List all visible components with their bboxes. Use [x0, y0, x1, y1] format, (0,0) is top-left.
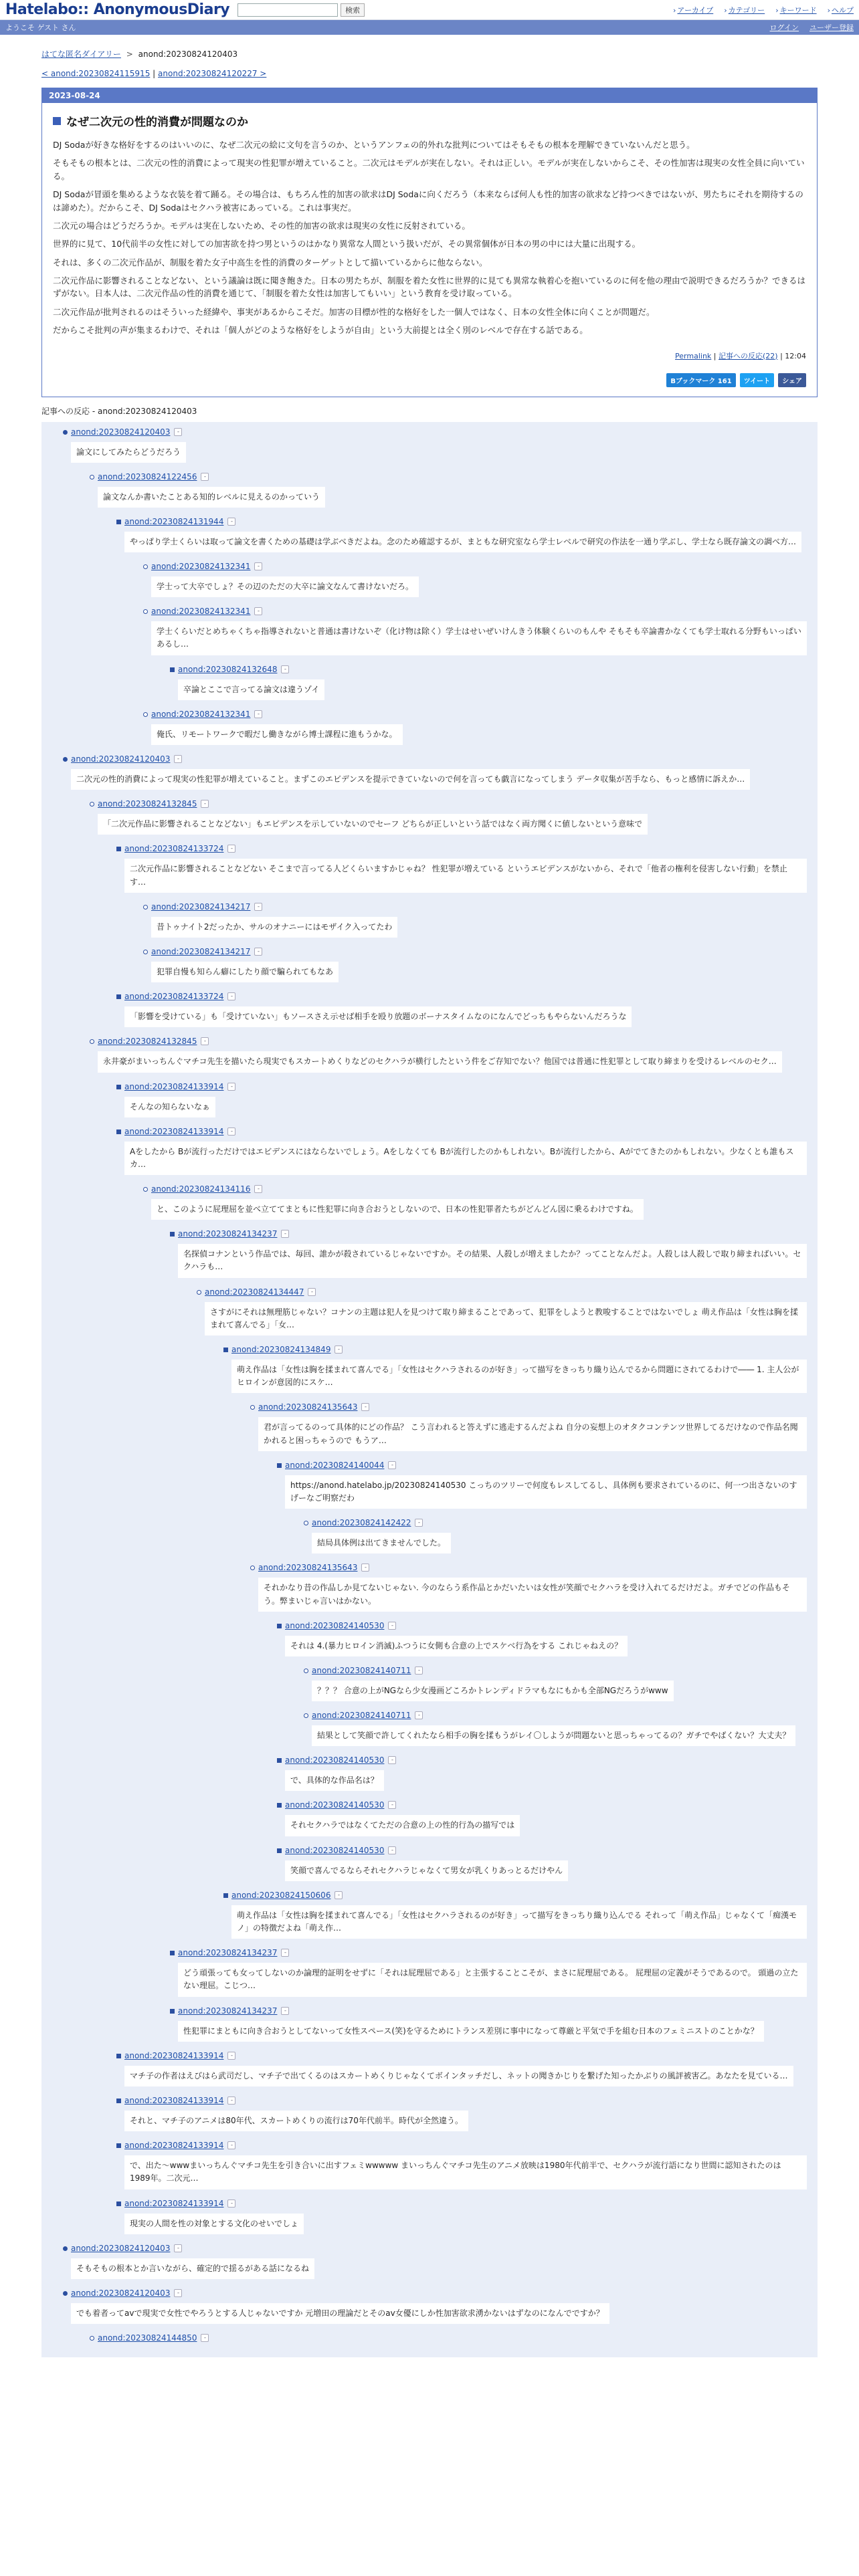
response-text: 性犯罪にまともに向き合おうとしてないって女性スペース(笑)を守るためにトランス差別に事中になって尊厳と平気で手を組む日本のフェミニストのことかな？: [178, 2021, 764, 2042]
response-id-link[interactable]: anond:20230824132341: [151, 562, 251, 572]
response-head: [231, 1891, 807, 1900]
collapse-icon[interactable]: -: [281, 2007, 289, 2015]
bullet-icon: [90, 475, 94, 479]
response-head: [151, 562, 807, 571]
response-id-link[interactable]: anond:20230824134217: [151, 946, 251, 956]
bullet-icon: [250, 1405, 255, 1410]
response-text: 現実の人間を性の対象とする文化のせいでしょ: [124, 2214, 304, 2234]
collapse-icon[interactable]: -: [227, 2199, 235, 2208]
main-content: [0, 48, 859, 2357]
response-item: [178, 1948, 807, 1996]
response-head: [258, 1402, 807, 1412]
collapse-icon[interactable]: -: [388, 1756, 396, 1764]
response-item: [178, 1229, 807, 1277]
response-id-link[interactable]: anond:20230824131944: [124, 516, 224, 526]
entry-body: [42, 103, 817, 397]
entry-paragraph: 二次元作品が批判されるのはそういった経緯や、事実があるからこそだ。加害の目標が性的な格好をした一個人ではなく、日本の女性全体に向くことが問題だ。: [53, 306, 655, 317]
response-item: [124, 2199, 807, 2234]
footer-separator: |: [713, 351, 717, 360]
bullet-icon: [250, 1566, 255, 1570]
response-id-link[interactable]: anond:20230824133724: [124, 992, 224, 1002]
prev-next-divider: |: [153, 69, 156, 78]
bullet-icon: [63, 2291, 68, 2296]
top-links: [673, 5, 854, 15]
response-text: Aをしたから Bが流行っただけではエビデンスにはならないでしょう。Aをしなくても Bが流行したのかもしれない。Bが流行したから、Aがでてきたのかもしれない。少なくとも誰もスカ…: [124, 1142, 807, 1175]
response-id-link[interactable]: anond:20230824132845: [98, 799, 197, 809]
category-link[interactable]: カテゴリー: [728, 5, 765, 15]
response-head: [285, 1461, 807, 1470]
response-item: [71, 2288, 807, 2324]
response-id-link[interactable]: anond:20230824140530: [285, 1845, 385, 1855]
response-head: [312, 1666, 807, 1675]
response-text: で、具体的な作品名は？: [285, 1770, 384, 1791]
response-id-link[interactable]: anond:20230824140711: [312, 1665, 411, 1675]
response-item: [98, 2333, 807, 2343]
response-id-link[interactable]: anond:20230824132845: [98, 1037, 197, 1047]
bullet-icon: [304, 1713, 308, 1718]
entry-title: なぜ二次元の性的消費が問題なのか: [66, 116, 248, 129]
response-text: 名探偵コナンという作品では、毎回、誰かが殺されているじゃないですか。その結果、人殺しが増えましたか？ってことなんだよ。人殺しは人殺しで取り締まればいい。セクハラも…: [178, 1244, 807, 1277]
sub-bar: [0, 20, 859, 35]
response-text: 二次元の性的消費によって現実の性犯罪が増えていること。まずこのエビデンスを提示できていないので何を言っても戯言になってしまう データ収集が苦手なら、もっと感情に訴えか…: [71, 769, 750, 790]
response-item: [312, 1666, 807, 1701]
response-id-link[interactable]: anond:20230824133914: [124, 1081, 224, 1091]
response-head: [98, 1037, 807, 1046]
response-text: それと、マチ子のアニメは80年代、スカートめくりの流行は70年代前半。時代が全然違う。: [124, 2111, 468, 2131]
bullet-icon: [143, 712, 148, 717]
bullet-icon: [90, 2336, 94, 2341]
title-square-icon: [53, 117, 61, 125]
bullet-icon: [116, 2054, 121, 2058]
response-id-link[interactable]: anond:20230824120403: [71, 754, 171, 764]
collapse-icon[interactable]: -: [227, 2052, 235, 2060]
bullet-icon: [277, 1463, 282, 1468]
response-head: [151, 1184, 807, 1194]
response-text: 俺氏、リモートワークで暇だし働きながら博士課程に進もうかな。: [151, 724, 403, 745]
response-id-link[interactable]: anond:20230824133914: [124, 2141, 224, 2151]
bullet-icon: [170, 2009, 175, 2014]
collapse-icon[interactable]: -: [281, 1230, 289, 1238]
response-item: [178, 665, 807, 700]
response-text: さすがにそれは無理筋じゃない？コナンの主題は犯人を見つけて取り締まることであって、犯罪をしようと教唆することではないでしょ 萌え作品は「女性は胸を揉まれて喜んでる」「女…: [205, 1302, 807, 1335]
breadcrumb-separator: >: [126, 49, 133, 59]
collapse-icon[interactable]: -: [254, 562, 262, 570]
response-text: 「二次元作品に影響されることなどない」もエビデンスを示していないのでセーフ どちらが正しいという話ではなく両方聞くに値しないという意味で: [98, 814, 648, 835]
response-head: [124, 2141, 807, 2150]
response-head: [71, 2244, 807, 2253]
collapse-icon[interactable]: -: [227, 1083, 235, 1091]
response-text: やっぱり学士くらいは取って論文を書くための基礎は学ぶべきだよね。念のため確認するが、まともな研究室なら学士レベルで研究の作法を一通り学ぶし、学士なら既存論文の調べ方…: [124, 532, 801, 552]
response-item: [98, 799, 807, 835]
response-id-link[interactable]: anond:20230824150606: [231, 1890, 331, 1900]
response-item: [124, 992, 807, 1027]
collapse-icon[interactable]: -: [201, 473, 209, 481]
response-text: 二次元作品に影響されることなどない そこまで言ってる人どくらいますかじゃね？ 性犯罪が増えている というエビデンスがないから、それで「他者の権利を侵害しない行動」を禁止す…: [124, 859, 807, 892]
entry-paragraph: だからこそ批判の声が集まるわけで、それは「個人がどのような格好をしようが自由」という大前提とは全く別のレベルで存在する話である。: [53, 325, 588, 336]
response-text: それは 4.(暴力ヒロイン消滅)ふつうに女側も合意の上でスケベ行為をする これじゃねえの？: [285, 1636, 628, 1656]
prev-entry-link[interactable]: < anond:20230824115915: [41, 69, 151, 78]
bullet-icon: [304, 1669, 308, 1673]
response-item: [124, 2141, 807, 2189]
welcome-text: ようこそ ゲスト さん: [5, 23, 76, 32]
collapse-icon[interactable]: -: [201, 2334, 209, 2342]
response-head: [71, 754, 807, 764]
response-head: [124, 1127, 807, 1136]
top-bar: [0, 0, 859, 20]
collapse-icon[interactable]: -: [281, 1949, 289, 1957]
collapse-icon[interactable]: -: [254, 607, 262, 615]
bullet-icon: [143, 950, 148, 954]
collapse-icon[interactable]: -: [254, 948, 262, 956]
bullet-icon: [143, 564, 148, 569]
response-id-link[interactable]: anond:20230824134217: [151, 901, 251, 911]
response-text: マチ子の作者はえびはら武司だし、マチ子で出てくるのはスカートめくりじゃなくてボインタッチだし、ネットの聞きかじりを繋げた知ったかぶりの風評被害乙。あなたを見ている…: [124, 2066, 793, 2086]
bullet-icon: [197, 1290, 201, 1295]
breadcrumb-home[interactable]: はてな匿名ダイアリー: [41, 49, 121, 59]
bullet-icon: [223, 1348, 228, 1352]
response-item: [151, 902, 807, 938]
response-item: [124, 1127, 807, 1175]
response-item: [231, 1891, 807, 1939]
response-id-link[interactable]: anond:20230824140530: [285, 1620, 385, 1630]
response-head: [312, 1711, 807, 1720]
bullet-icon: [223, 1893, 228, 1898]
bullet-icon: [143, 1187, 148, 1192]
response-item: [98, 1037, 807, 1072]
collapse-icon[interactable]: -: [254, 1185, 262, 1193]
tweet-button[interactable]: ツイート: [740, 373, 775, 387]
response-head: [124, 992, 807, 1001]
bullet-icon: [116, 1085, 121, 1089]
response-head: [178, 1948, 807, 1957]
response-id-link[interactable]: anond:20230824132341: [151, 709, 251, 719]
response-head: [98, 2333, 807, 2343]
response-text: 犯罪自慢も知らん癖にしたり顔で騙られてもなあ: [151, 962, 339, 982]
response-id-link[interactable]: anond:20230824132648: [178, 664, 278, 674]
response-text: 笑顔で喜んでるならそれセクハラじゃなくて男女が乳くりあっとるだけやん: [285, 1860, 568, 1881]
entry-paragraph: そもそもの根本とは、二次元の性的消費によって現実の性犯罪が増えていること。二次元はモデルが実在しない。それは正しい。モデルが実在しないからこそ、その性加害は現実の女性全員に向いている。: [53, 158, 805, 181]
archive-link[interactable]: アーカイブ: [677, 5, 714, 15]
bullet-icon: [90, 802, 94, 807]
prev-next-nav: [41, 69, 818, 78]
entry-paragraph: 二次元作品に影響されることなどない、という議論は既に聞き飽きた。日本の男たちが、制服を着た女性に世界的に見ても異常な執着心を抱いているのに何を他の理由で説明できるだろうか？できるはずがない。日本人は、二次元作品の性的消費を通じて、「制服を着た女性は加害してもいい」という教育を受け取っている。: [53, 276, 806, 299]
response-item: [71, 754, 807, 790]
collapse-icon[interactable]: -: [415, 1711, 423, 1719]
response-text: そんなの知らないなぁ: [124, 1097, 215, 1117]
response-head: [151, 607, 807, 616]
bullet-icon: [277, 1803, 282, 1808]
response-text: https://anond.hatelabo.jp/20230824140530 こっちのツリーで何度もレスしてるし、具体例も要求されているのに、何一つ出さないのすげーなご明察だわ: [285, 1475, 807, 1509]
bullet-icon: [90, 1039, 94, 1044]
bullet-icon: [116, 847, 121, 851]
response-id-link[interactable]: anond:20230824120403: [71, 427, 171, 437]
breadcrumb-current: anond:20230824120403: [138, 49, 238, 59]
response-head: [151, 710, 807, 719]
collapse-icon[interactable]: -: [201, 800, 209, 808]
response-id-link[interactable]: anond:20230824140044: [285, 1460, 385, 1470]
response-head: [178, 1229, 807, 1239]
response-text: 学士って大卒でしょ？その辺のただの大卒に論文なんて書けないだろ。: [151, 576, 419, 597]
site-logo[interactable]: Hatelabo:: AnonymousDiary: [5, 1, 230, 18]
login-link[interactable]: ログイン: [769, 23, 799, 32]
collapse-icon[interactable]: -: [388, 1846, 396, 1854]
response-head: [151, 947, 807, 956]
help-link[interactable]: ヘルプ: [832, 5, 854, 15]
response-head: [258, 1563, 807, 1572]
bullet-icon: [304, 1521, 308, 1525]
entry-paragraph: DJ Sodaが好きな格好をするのはいいのに、なぜ二次元の絵に文句を言うのか、というアンフェの的外れな批判についてはそもそもの根本を理解できていないんだと思う。: [53, 140, 695, 150]
collapse-icon[interactable]: -: [361, 1403, 369, 1411]
bullet-icon: [170, 667, 175, 672]
bullet-icon: [116, 1130, 121, 1134]
response-text: 卒論とここで言ってる論文は違うゾイ: [178, 679, 324, 700]
response-item: [285, 1461, 807, 1509]
response-item: [151, 947, 807, 982]
response-id-link[interactable]: anond:20230824133914: [124, 2095, 224, 2105]
facebook-share-button[interactable]: シェア: [778, 373, 806, 387]
response-head: [124, 844, 807, 853]
response-text: どう頑張っても女ってしないのか論理的証明をせずに「それは屁理屈である」と主張することこそが、まさに屁理屈である。 屁理屈の定義がそうであるので。 頭過の立たない理屈。こじつ…: [178, 1963, 807, 1996]
response-text: 学士くらいだとめちゃくちゃ指導されないと普通は書けないぞ（化け物は除く）学士はせいぜいけんきう体験くらいのもんや そもそも卒論書かなくても学士取れる分野もいっぱいあるし…: [151, 621, 807, 655]
response-text: ？？？ 合意の上がNGなら少女漫画どころかトレンディドラマもなにもかも全部NGだろうがwww: [312, 1681, 674, 1701]
arrow-icon: ›: [827, 5, 830, 15]
entry-paragraph: DJ Sodaが冒頭を集めるような衣装を着て踊る。その場合は、もちろん性的加害の欲求はDJ Sodaに向くだろう（本来ならば何人も性的加害の欲求など持つべきではないが、男たちにそれを期待するのは諦めた）。だからこそ、DJ Sodaはセクハラ被害にあっている。これは事実だ。: [53, 189, 803, 213]
keyword-link[interactable]: キーワード: [779, 5, 817, 15]
response-head: [285, 1846, 807, 1855]
response-tree: [41, 422, 818, 2358]
bullet-icon: [63, 2246, 68, 2251]
bullet-icon: [63, 430, 68, 435]
entry-paragraph: 世界的に見て、10代前半の女性に対しての加害欲を持つ男というのはかなり異常な人間という扱いだが、その異常個体が日本の男の中には大量に出現する。: [53, 239, 641, 249]
response-id-link[interactable]: anond:20230824120403: [71, 2288, 171, 2298]
response-text: それかなり昔の作品しか見てないじゃない. 今のならう系作品とかだいたいは女性が笑顔でセクハラを受け入れてるだけだよ。ガチでどの作品もそう。弊まいじゃ言いはかない。: [258, 1578, 807, 1611]
bullet-icon: [277, 1758, 282, 1763]
response-item: [285, 1755, 807, 1791]
response-head: [124, 2096, 807, 2105]
bullet-icon: [277, 1624, 282, 1628]
response-id-link[interactable]: anond:20230824133914: [124, 2050, 224, 2060]
bullet-icon: [143, 609, 148, 614]
account-links: [770, 22, 854, 33]
response-head: [124, 517, 807, 526]
next-entry-link[interactable]: anond:20230824120227 >: [158, 69, 267, 78]
response-id-link[interactable]: anond:20230824133914: [124, 1126, 224, 1136]
response-text: で、出た～wwwまいっちんぐマチコ先生を引き合いに出すフェミwwwww まいっちんぐマチコ先生のアニメ放映は1980年代前半で、セクハラが流行語になり世間に認知されたのは1989年。二次元…: [124, 2155, 807, 2189]
collapse-icon[interactable]: -: [388, 1461, 396, 1469]
response-head: [231, 1345, 807, 1354]
response-text: 「影響を受けている」も「受けていない」もソースさえ示せば相手を殴り放題のボーナスタイムなのになんでどっちもやらないんだろうな: [124, 1006, 632, 1027]
response-head: [71, 427, 807, 437]
bullet-icon: [63, 757, 68, 762]
response-item: [312, 1518, 807, 1553]
collapse-icon[interactable]: -: [174, 2244, 182, 2252]
response-text: でも着者ってavで現実で女性でやろうとする人じゃないですか 元増田の理論だとそのav女優にしか性加害欲求湧かないはずなのになんでですか？: [71, 2303, 609, 2324]
response-head: [151, 902, 807, 911]
entry-paragraph: 二次元の場合はどうだろうか。モデルは実在しないため、その性的加害の欲求は現実の女性に反射されている。: [53, 220, 470, 231]
response-item: [285, 1800, 807, 1836]
collapse-icon[interactable]: -: [335, 1891, 343, 1899]
response-item: [71, 427, 807, 463]
response-head: [98, 799, 807, 809]
response-id-link[interactable]: anond:20230824134447: [205, 1287, 304, 1297]
archive-link-wrap[interactable]: [673, 5, 713, 15]
permalink[interactable]: Permalink: [675, 351, 712, 360]
response-item: [151, 1184, 807, 1220]
response-item: [231, 1345, 807, 1393]
arrow-icon: ›: [775, 5, 779, 15]
response-id-link[interactable]: anond:20230824134237: [178, 1948, 278, 1958]
response-item: [124, 2096, 807, 2131]
response-item: [205, 1287, 807, 1335]
response-item: [124, 844, 807, 892]
response-head: [285, 1621, 807, 1630]
response-text: 君が言ってるのって具体的にどの作品？ こう言われると答えずに逃走するんだよね 自分の妄想上のオタクコンテンツ世界してるだけなので作品名聞かれると困っちゃうので もうア…: [258, 1417, 807, 1451]
collapse-icon[interactable]: -: [308, 1288, 316, 1296]
response-text: と、このように屁理屈を並べ立ててまともに性犯罪に向き合おうとしないので、日本の性犯罪者たちがどんどん図に乗るわけですね。: [151, 1199, 644, 1220]
help-link-wrap[interactable]: [828, 5, 854, 15]
keyword-link-wrap[interactable]: [775, 5, 816, 15]
collapse-icon[interactable]: -: [415, 1519, 423, 1527]
response-id-link[interactable]: anond:20230824135643: [258, 1563, 358, 1573]
bullet-icon: [277, 1848, 282, 1853]
response-text: 論文にしてみたらどうだろう: [71, 442, 186, 463]
response-id-link[interactable]: anond:20230824140530: [285, 1800, 385, 1810]
collapse-icon[interactable]: -: [388, 1801, 396, 1809]
response-text: それセクハラではなくてただの合意の上の性的行為の描写では: [285, 1815, 520, 1836]
response-head: [178, 2006, 807, 2016]
response-id-link[interactable]: anond:20230824134849: [231, 1345, 331, 1354]
collapse-icon[interactable]: -: [254, 903, 262, 911]
response-text: 萌え作品は「女性は胸を揉まれて喜んでる」「女性はセクハラされるのが好き」って描写をきっちり織り込んでるから問題にされてるわけで―― 1. 主人公がヒロインが意図的にスケ…: [231, 1360, 807, 1393]
bookmark-button[interactable]: Bブックマーク 161: [666, 373, 735, 387]
response-item: [151, 562, 807, 597]
bullet-icon: [116, 520, 121, 524]
collapse-icon[interactable]: -: [415, 1667, 423, 1675]
category-link-wrap[interactable]: [724, 5, 765, 15]
response-head: [98, 472, 807, 481]
share-buttons: [53, 373, 806, 391]
response-id-link[interactable]: anond:20230824132341: [151, 607, 251, 617]
responses-header: 記事への反応 - anond:20230824120403: [41, 406, 197, 416]
collapse-icon[interactable]: -: [174, 755, 182, 763]
response-head: [285, 1755, 807, 1765]
response-item: [178, 2006, 807, 2042]
response-head: [124, 2199, 807, 2208]
response-text: 萌え作品は「女性は胸を揉まれて喜んでる」「女性はセクハラされるのが好き」って描写をきっちり織り込んでる それって「萌え作品」じゃなくて「痴漢モノ」の特徴だよね「萌え作…: [231, 1905, 807, 1939]
collapse-icon[interactable]: -: [254, 710, 262, 718]
bullet-icon: [116, 994, 121, 999]
response-item: [124, 1082, 807, 1117]
response-id-link[interactable]: anond:20230824134237: [178, 2006, 278, 2016]
response-item: [258, 1563, 807, 1611]
response-id-link[interactable]: anond:20230824134237: [178, 1229, 278, 1239]
response-head: [71, 2288, 807, 2298]
collapse-icon[interactable]: -: [174, 428, 182, 436]
collapse-icon[interactable]: -: [335, 1346, 343, 1354]
collapse-icon[interactable]: -: [227, 1128, 235, 1136]
response-text: 論文なんか書いたことある知的レベルに見えるのかっていう: [98, 487, 325, 508]
bullet-icon: [116, 2143, 121, 2148]
response-item: [71, 2244, 807, 2279]
breadcrumb: [41, 48, 818, 60]
response-item: [258, 1402, 807, 1451]
collapse-icon[interactable]: -: [227, 2097, 235, 2105]
collapse-icon[interactable]: -: [227, 992, 235, 1000]
response-id-link[interactable]: anond:20230824134116: [151, 1184, 251, 1194]
bullet-icon: [170, 1951, 175, 1955]
response-head: [312, 1518, 807, 1527]
collapse-icon[interactable]: -: [174, 2289, 182, 2297]
collapse-icon[interactable]: -: [227, 2141, 235, 2149]
register-link[interactable]: ユーザー登録: [809, 23, 854, 32]
response-id-link[interactable]: anond:20230824122456: [98, 471, 197, 481]
response-id-link[interactable]: anond:20230824140711: [312, 1711, 411, 1721]
bullet-icon: [116, 2202, 121, 2206]
response-text: 永井豪がまいっちんぐマチコ先生を描いたら現実でもスカートめくりなどのセクハラが横行したという件をご存知でない？他国では普通に性犯罪として取り締まりを受けるレベルのセク…: [98, 1051, 782, 1072]
response-text: 結果として笑顔で許してくれたなら相手の胸を揉もうがレイ〇しようが問題ないと思っちゃってるの？ガチでやばくない？大丈夫？: [312, 1725, 795, 1746]
response-item: [98, 472, 807, 508]
responses-link[interactable]: 記事への反応(22): [719, 351, 778, 360]
entry-date: 2023-08-24: [42, 88, 817, 103]
response-item: [151, 710, 807, 745]
response-head: [285, 1800, 807, 1810]
collapse-icon[interactable]: -: [201, 1037, 209, 1045]
response-head: [205, 1287, 807, 1297]
arrow-icon: ›: [673, 5, 676, 15]
response-item: [285, 1846, 807, 1881]
response-text: 昔トゥナイト2だったか、サルのオナニーにはモザイク入ってたわ: [151, 917, 397, 938]
response-id-link[interactable]: anond:20230824133724: [124, 844, 224, 854]
diary-entry: [41, 88, 818, 397]
collapse-icon[interactable]: -: [388, 1622, 396, 1630]
bullet-icon: [116, 2099, 121, 2103]
response-item: [124, 517, 807, 552]
response-id-link[interactable]: anond:20230824133914: [124, 2198, 224, 2208]
response-head: [124, 1082, 807, 1091]
response-item: [124, 2051, 807, 2086]
entry-title-row: [53, 112, 806, 129]
collapse-icon[interactable]: -: [227, 845, 235, 853]
response-head: [124, 2051, 807, 2060]
entry-footer: [53, 350, 806, 361]
response-text: 結局具体例は出てきませんでした。: [312, 1533, 451, 1553]
search-input[interactable]: [237, 3, 338, 17]
collapse-icon[interactable]: -: [227, 518, 235, 526]
response-item: [151, 607, 807, 655]
search-button[interactable]: 検索: [341, 3, 365, 17]
response-id-link[interactable]: anond:20230824144850: [98, 2333, 197, 2343]
response-id-link[interactable]: anond:20230824120403: [71, 2243, 171, 2253]
collapse-icon[interactable]: -: [361, 1564, 369, 1572]
bullet-icon: [170, 1232, 175, 1237]
response-id-link[interactable]: anond:20230824135643: [258, 1402, 358, 1412]
arrow-icon: ›: [724, 5, 727, 15]
collapse-icon[interactable]: -: [281, 665, 289, 673]
entry-time: | 12:04: [780, 351, 806, 360]
entry-paragraph: それは、多くの二次元作品が、制服を着た女子中高生を性的消費のターゲットとして描いているからに他ならない。: [53, 257, 488, 267]
response-item: [312, 1711, 807, 1746]
response-head: [178, 665, 807, 674]
response-item: [285, 1621, 807, 1656]
response-id-link[interactable]: anond:20230824140530: [285, 1755, 385, 1765]
response-text: そもそもの根本とか言いながら、確定的で揺るがある話になるね: [71, 2258, 314, 2279]
bullet-icon: [143, 905, 148, 909]
response-id-link[interactable]: anond:20230824142422: [312, 1518, 411, 1528]
